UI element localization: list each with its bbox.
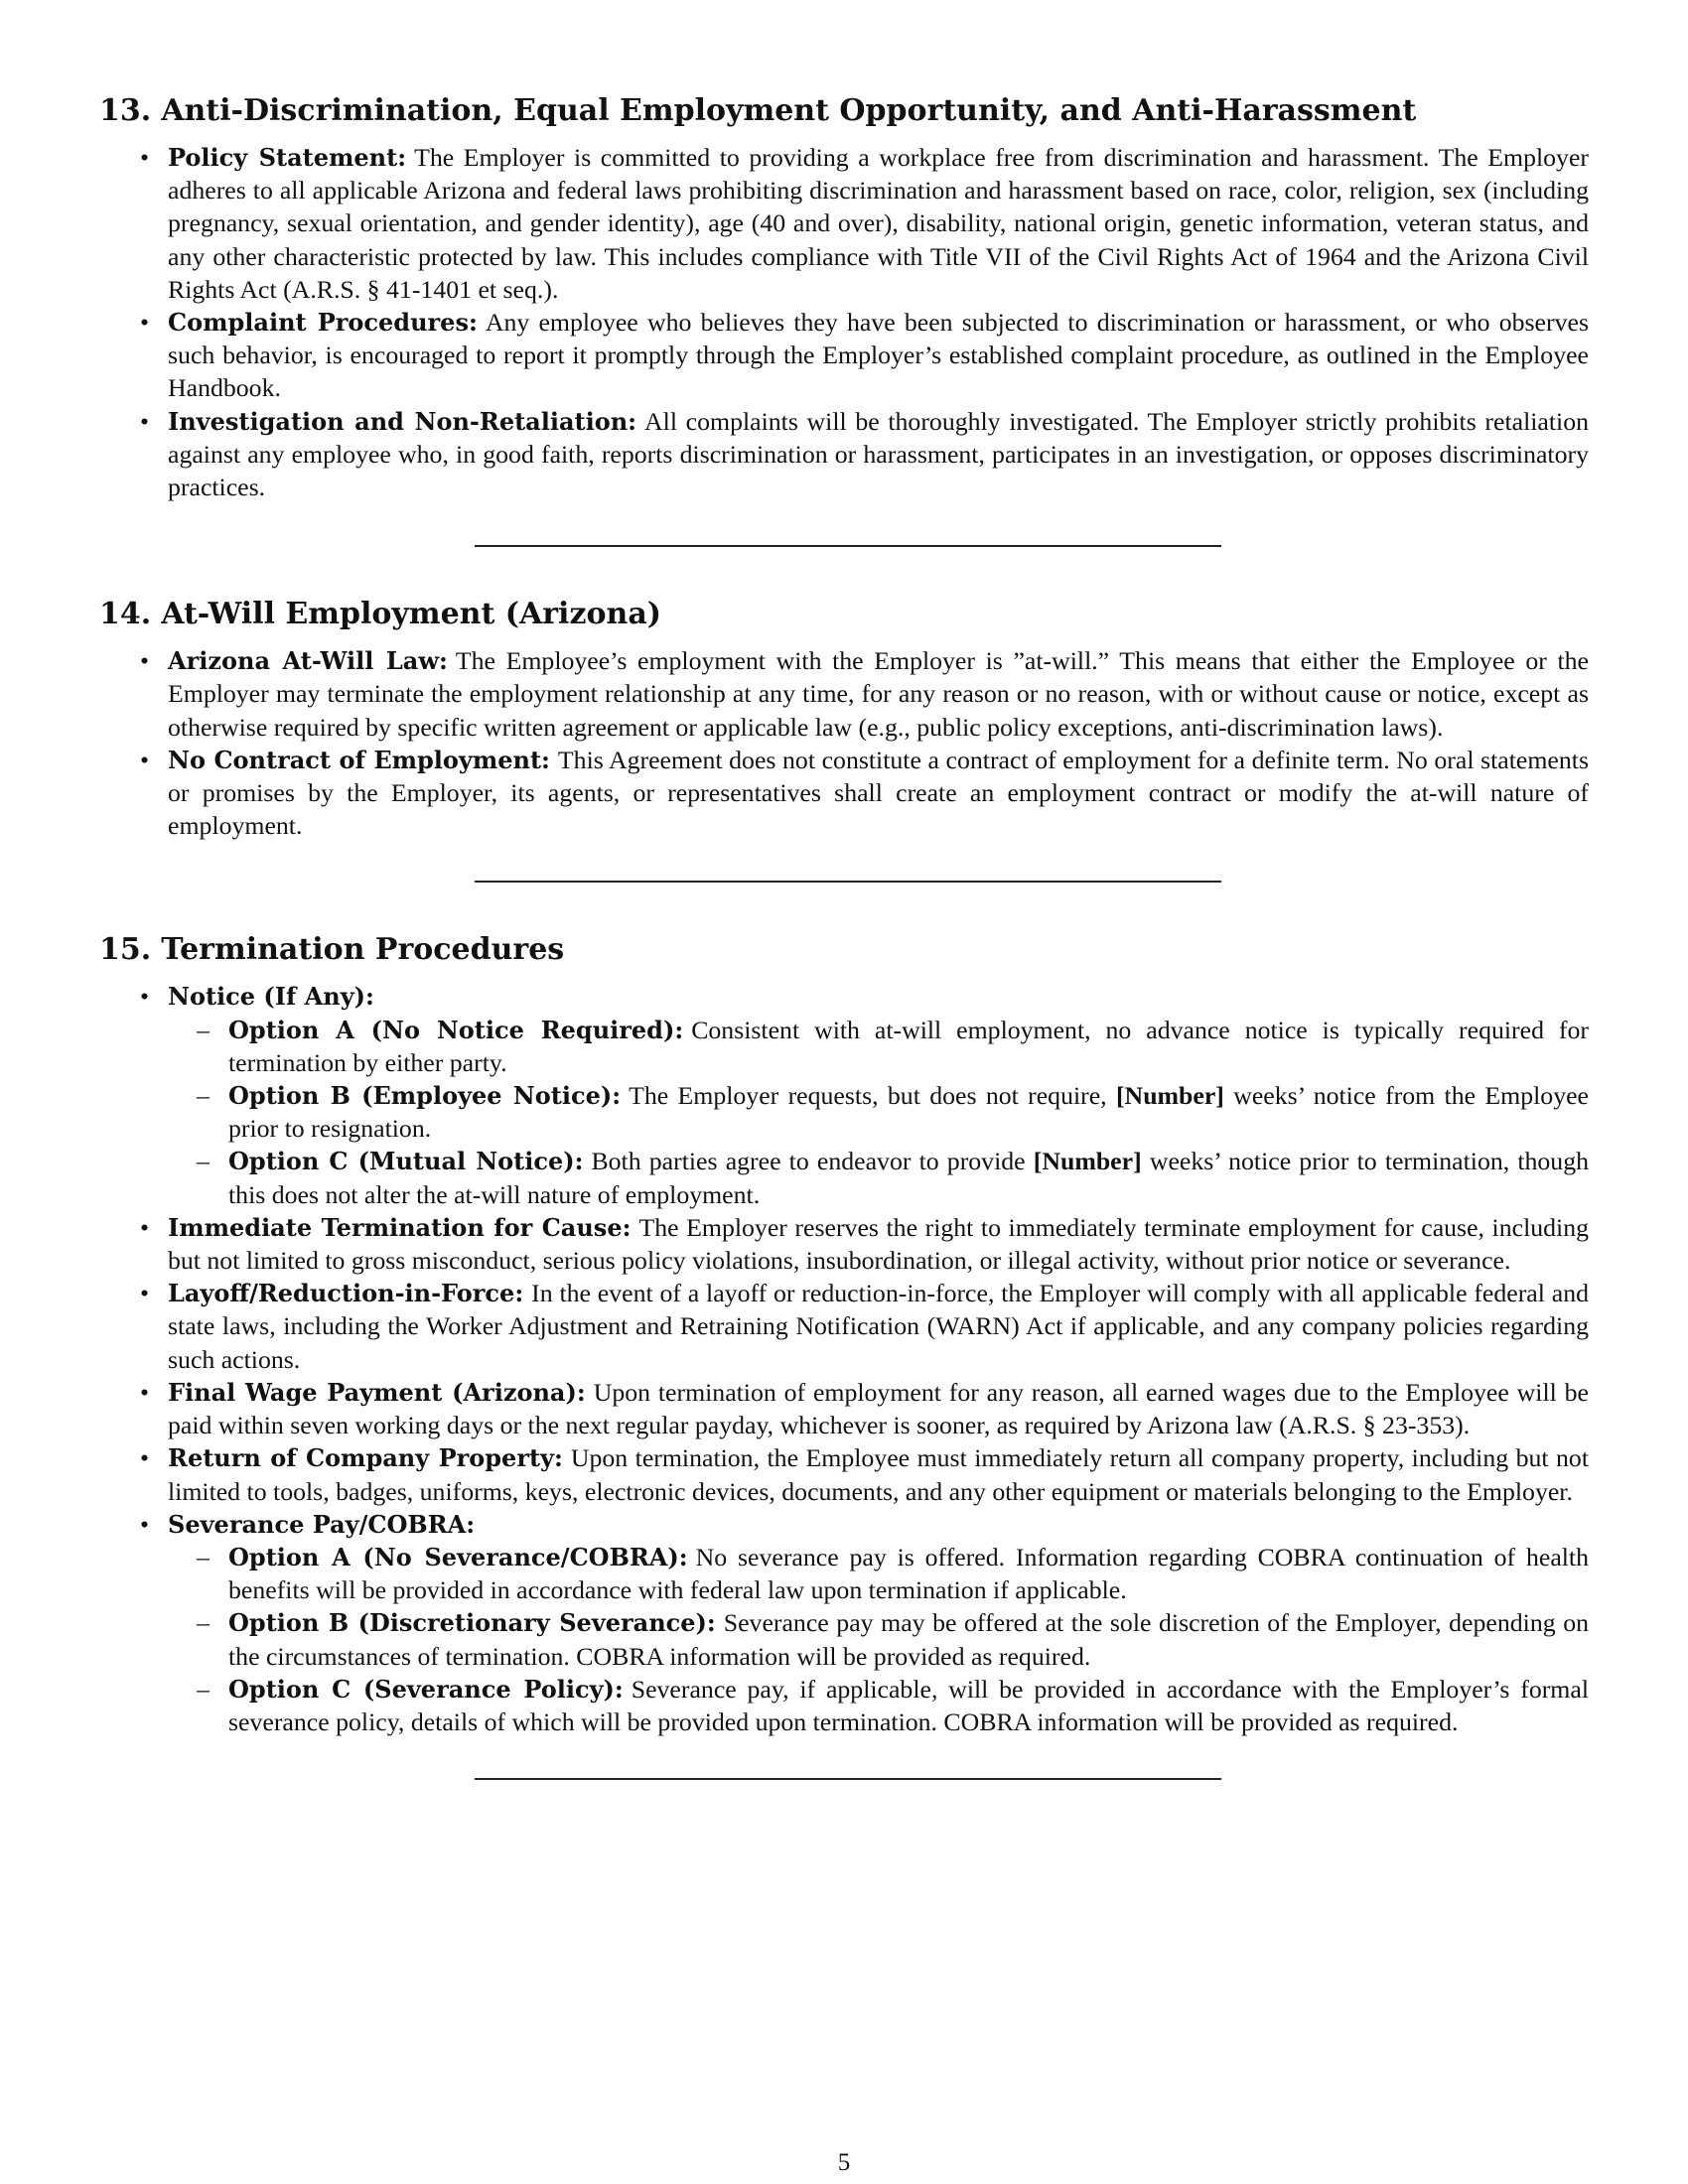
item-label: Complaint Procedures: xyxy=(168,308,478,338)
sub-item-text: Severance pay, if applicable, will be provided in accordance with the Employer’s formal severance policy, details of which will be provided upon termination. COBRA information will be provided as required. xyxy=(228,1674,1589,1736)
section-number: 14. xyxy=(99,597,152,632)
sub-item xyxy=(228,1145,1589,1210)
section-13 xyxy=(99,91,1589,503)
item-label: Immediate Termination for Cause: xyxy=(168,1212,632,1242)
sub-item-text-after: weeks’ notice from the Employee prior to resignation. xyxy=(228,1081,1589,1144)
item-text: In the event of a layoff or reduction-in-force, the Employer will comply with all applicable federal and state laws, including the Worker Adjustment and Retraining Notification (WARN) Act if applicable, and any company policies regarding such actions. xyxy=(168,1279,1589,1374)
sub-list xyxy=(168,1541,1589,1738)
list-item xyxy=(168,1376,1589,1441)
section-title xyxy=(99,930,1589,970)
list-item xyxy=(168,1211,1589,1277)
sub-item xyxy=(228,1541,1589,1606)
section-divider xyxy=(475,881,1221,883)
section-title-text: Anti-Discrimination, Equal Employment Opportunity, and Anti-Harassment xyxy=(161,93,1417,128)
sub-item-text: The Employer requests, but does not require, xyxy=(629,1081,1107,1111)
section-title-text: Termination Procedures xyxy=(161,932,565,968)
item-label: Policy Statement: xyxy=(168,143,407,172)
section-divider xyxy=(475,545,1221,547)
item-label: Notice (If Any): xyxy=(168,982,374,1012)
section-list xyxy=(99,644,1589,842)
list-item xyxy=(168,644,1589,744)
section-14 xyxy=(99,595,1589,842)
section-title-text: At-Will Employment (Arizona) xyxy=(161,597,661,632)
sub-item-label: Option B (Employee Notice): xyxy=(228,1081,622,1111)
list-item xyxy=(168,744,1589,843)
sub-item-text-after: weeks’ notice prior to termination, though this does not alter the at-will nature of employment. xyxy=(228,1147,1589,1209)
item-text: Any employee who believes they have been subjected to discrimination or harassment, or who observes such behavior, is encouraged to report it promptly through the Employer’s established complaint procedure, as outlined in the Employee Handbook. xyxy=(168,308,1589,403)
page-number: 5 xyxy=(837,2149,851,2176)
item-label: No Contract of Employment: xyxy=(168,745,550,774)
list-item xyxy=(168,1277,1589,1376)
section-list xyxy=(99,980,1589,1738)
sub-item-label: Option A (No Severance/COBRA): xyxy=(228,1542,688,1571)
list-item xyxy=(168,405,1589,504)
sub-item-label: Option B (Discretionary Severance): xyxy=(228,1608,716,1638)
section-list xyxy=(99,141,1589,503)
section-number: 13. xyxy=(99,93,152,128)
section-15 xyxy=(99,930,1589,1738)
number-placeholder: [Number] xyxy=(1115,1081,1224,1111)
item-label: Investigation and Non-Retaliation: xyxy=(168,406,637,436)
item-label: Arizona At-Will Law: xyxy=(168,646,448,676)
list-item-severance xyxy=(168,1508,1589,1738)
sub-item xyxy=(228,1079,1589,1145)
section-title xyxy=(99,595,1589,634)
item-text: All complaints will be thoroughly investigated. The Employer strictly prohibits retaliation against any employee who, in good faith, reports discrimination or harassment, participates in an investigation, or opposes discriminatory practices. xyxy=(168,406,1589,502)
sub-item-label: Option A (No Notice Required): xyxy=(228,1015,684,1044)
sub-list xyxy=(168,1014,1589,1211)
item-label: Final Wage Payment (Arizona): xyxy=(168,1377,586,1407)
item-text: Upon termination of employment for any reason, all earned wages due to the Employee will be paid within seven working days or the next regular payday, whichever is sooner, as required by Arizona law (A.R.S. § 23-353). xyxy=(168,1377,1590,1440)
sub-item-label: Option C (Mutual Notice): xyxy=(228,1147,584,1176)
number-placeholder: [Number] xyxy=(1033,1147,1142,1176)
list-item xyxy=(168,1441,1589,1507)
sub-item xyxy=(228,1673,1589,1738)
item-text: Upon termination, the Employee must immediately return all company property, including but not limited to tools, badges, uniforms, keys, electronic devices, documents, and any other equipment or materials belonging to the Employer. xyxy=(168,1443,1590,1506)
list-item xyxy=(168,141,1589,306)
sub-item xyxy=(228,1606,1589,1672)
sub-item xyxy=(228,1014,1589,1079)
document-page xyxy=(99,91,1589,1780)
item-label: Return of Company Property: xyxy=(168,1443,563,1473)
item-text: The Employee’s employment with the Employer is ”at-will.” This means that either the Employee or the Employer may terminate the employment relationship at any time, for any reason or no reason, with or without cause or notice, except as otherwise required by specific written agreement or applicable law (e.g., public policy exceptions, anti-discrimination laws). xyxy=(168,646,1589,742)
section-title xyxy=(99,91,1589,131)
sub-item-label: Option C (Severance Policy): xyxy=(228,1674,624,1704)
item-label: Layoff/Reduction-in-Force: xyxy=(168,1279,524,1308)
section-divider xyxy=(475,1778,1221,1780)
section-number: 15. xyxy=(99,932,152,968)
sub-item-text: Severance pay may be offered at the sole discretion of the Employer, depending on the circumstances of termination. COBRA information will be provided as required. xyxy=(228,1608,1589,1671)
item-label: Severance Pay/COBRA: xyxy=(168,1509,476,1539)
item-text: The Employer is committed to providing a workplace free from discrimination and harassment. The Employer adheres to all applicable Arizona and federal laws prohibiting discrimination and harassment based on race, color, religion, sex (including pregnancy, sexual orientation, and gender identity), age (40 and over), disability, national origin, genetic information, veteran status, and any other characteristic protected by law. This includes compliance with Title VII of the Civil Rights Act of 1964 and the Arizona Civil Rights Act (A.R.S. § 41-1401 et seq.). xyxy=(168,143,1589,304)
item-text: The Employer reserves the right to immediately terminate employment for cause, including but not limited to gross misconduct, serious policy violations, insubordination, or illegal activity, without prior notice or severance. xyxy=(168,1212,1589,1276)
list-item-notice xyxy=(168,980,1589,1210)
list-item xyxy=(168,306,1589,405)
sub-item-text: No severance pay is offered. Information regarding COBRA continuation of health benefits will be provided in accordance with federal law upon termination if applicable. xyxy=(228,1542,1589,1605)
sub-item-text: Consistent with at-will employment, no advance notice is typically required for termination by either party. xyxy=(228,1015,1589,1077)
item-text: This Agreement does not constitute a contract of employment for a definite term. No oral statements or promises by the Employer, its agents, or representatives shall create an employment contract or modify the at-will nature of employment. xyxy=(168,745,1589,841)
sub-item-text: Both parties agree to endeavor to provide xyxy=(591,1147,1026,1176)
